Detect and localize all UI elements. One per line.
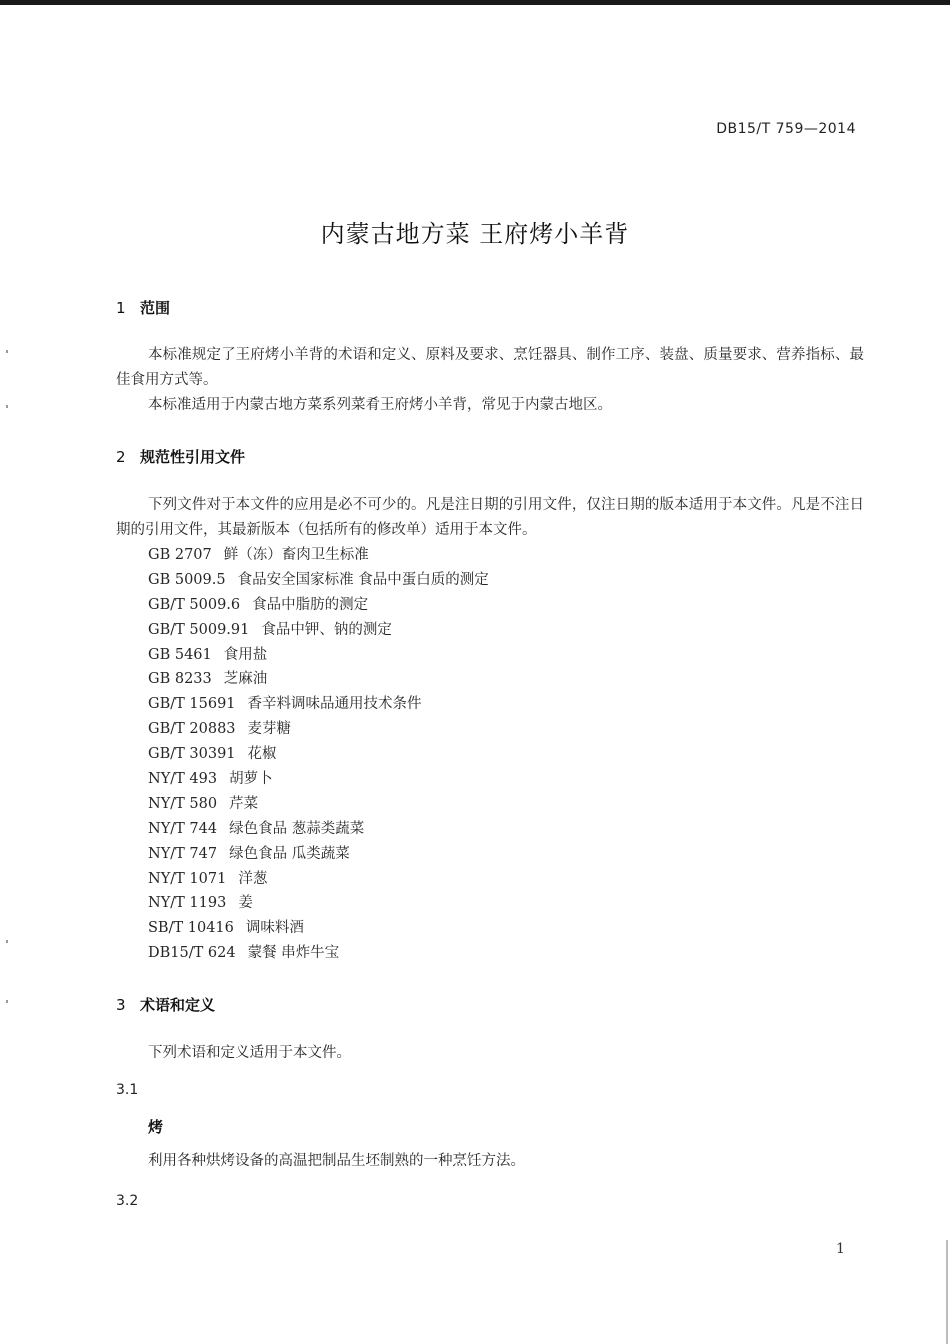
section-title: 范围	[140, 299, 171, 317]
page-number: 1	[836, 1241, 845, 1257]
reference-name: 蒙餐 串炸牛宝	[247, 945, 340, 962]
reference-name: 食品安全国家标准 食品中蛋白质的测定	[237, 571, 489, 588]
reference-name: 芹菜	[229, 795, 259, 812]
reference-code: SB/T 10416	[148, 920, 234, 937]
document-title: 内蒙古地方菜 王府烤小羊背	[320, 220, 630, 248]
reference-name: 洋葱	[238, 870, 268, 887]
reference-item	[148, 543, 489, 568]
reference-name: 姜	[238, 895, 253, 912]
reference-name: 食品中钾、钠的测定	[261, 621, 392, 638]
standard-code: DB15/T 759—2014	[716, 121, 856, 137]
reference-item	[148, 916, 489, 941]
term-number: 3.1	[116, 1082, 139, 1098]
references-intro: 下列文件对于本文件的应用是必不可少的。凡是注日期的引用文件，仅注日期的版本适用于本文件。凡是不注日期的引用文件，其最新版本（包括所有的修改单）适用于本文件。	[116, 497, 864, 538]
reference-name: 花椒	[247, 746, 277, 763]
reference-code: NY/T 747	[148, 845, 218, 862]
scan-speck	[6, 940, 8, 943]
term-number: 3.2	[116, 1193, 139, 1209]
section-heading-terms	[116, 994, 215, 1015]
reference-item	[148, 767, 489, 792]
section-title: 规范性引用文件	[140, 448, 246, 466]
scope-paragraph-2: 本标准适用于内蒙古地方菜系列菜肴王府烤小羊背，常见于内蒙古地区。	[148, 397, 612, 413]
reference-code: GB/T 20883	[148, 721, 236, 738]
reference-name: 麦芽糖	[247, 721, 292, 738]
reference-name: 鲜（冻）畜肉卫生标准	[223, 547, 369, 563]
reference-item	[148, 667, 489, 692]
section-number: 1	[116, 299, 126, 317]
reference-name: 食品中脂肪的测定	[252, 596, 369, 613]
terms-intro: 下列术语和定义适用于本文件。	[148, 1045, 351, 1061]
reference-item	[148, 618, 489, 643]
reference-code: NY/T 1071	[148, 870, 227, 887]
scan-speck	[6, 1000, 8, 1003]
reference-item	[148, 717, 489, 742]
reference-item	[148, 568, 489, 593]
reference-item	[148, 742, 489, 767]
reference-item	[148, 692, 489, 717]
reference-code: GB 8233	[148, 671, 212, 688]
reference-code: GB/T 5009.91	[148, 621, 250, 638]
term-name: 烤	[148, 1118, 164, 1136]
reference-item	[148, 867, 489, 892]
reference-item	[148, 891, 489, 916]
term-definition: 利用各种烘烤设备的高温把制品生坯制熟的一种烹饪方法。	[148, 1153, 525, 1169]
reference-name: 香辛料调味品通用技术条件	[247, 696, 422, 713]
reference-code: NY/T 493	[148, 771, 218, 788]
reference-code: DB15/T 624	[148, 945, 236, 962]
reference-code: GB 5461	[148, 646, 212, 663]
reference-code: GB 2707	[148, 547, 212, 563]
reference-name: 绿色食品 葱蒜类蔬菜	[229, 820, 365, 837]
reference-item	[148, 842, 489, 867]
reference-name: 芝麻油	[223, 671, 268, 688]
scan-top-edge	[0, 0, 950, 5]
reference-code: GB 5009.5	[148, 571, 226, 588]
section-title: 术语和定义	[140, 996, 216, 1014]
reference-code: NY/T 580	[148, 795, 218, 812]
reference-name: 调味料酒	[245, 920, 304, 937]
reference-name: 食用盐	[223, 646, 268, 663]
reference-item	[148, 792, 489, 817]
reference-item	[148, 593, 489, 618]
section-heading-references	[116, 446, 245, 467]
reference-name: 绿色食品 瓜类蔬菜	[229, 845, 350, 862]
scan-speck	[6, 405, 8, 408]
reference-item	[148, 817, 489, 842]
reference-item	[148, 643, 489, 668]
scope-paragraph-1: 本标准规定了王府烤小羊背的术语和定义、原料及要求、烹饪器具、制作工序、装盘、质量要求、营养指标、最佳食用方式等。	[116, 347, 864, 388]
reference-code: GB/T 30391	[148, 746, 236, 763]
reference-code: NY/T 744	[148, 820, 218, 837]
scan-speck	[6, 350, 8, 353]
reference-code: NY/T 1193	[148, 895, 227, 912]
reference-item	[148, 941, 489, 966]
section-heading-scope	[116, 297, 170, 318]
section-number: 3	[116, 996, 126, 1014]
scan-right-edge	[946, 1240, 948, 1344]
reference-code: GB/T 5009.6	[148, 596, 241, 613]
reference-name: 胡萝卜	[229, 771, 273, 788]
section-number: 2	[116, 448, 126, 466]
reference-code: GB/T 15691	[148, 696, 236, 713]
reference-list	[148, 543, 489, 966]
